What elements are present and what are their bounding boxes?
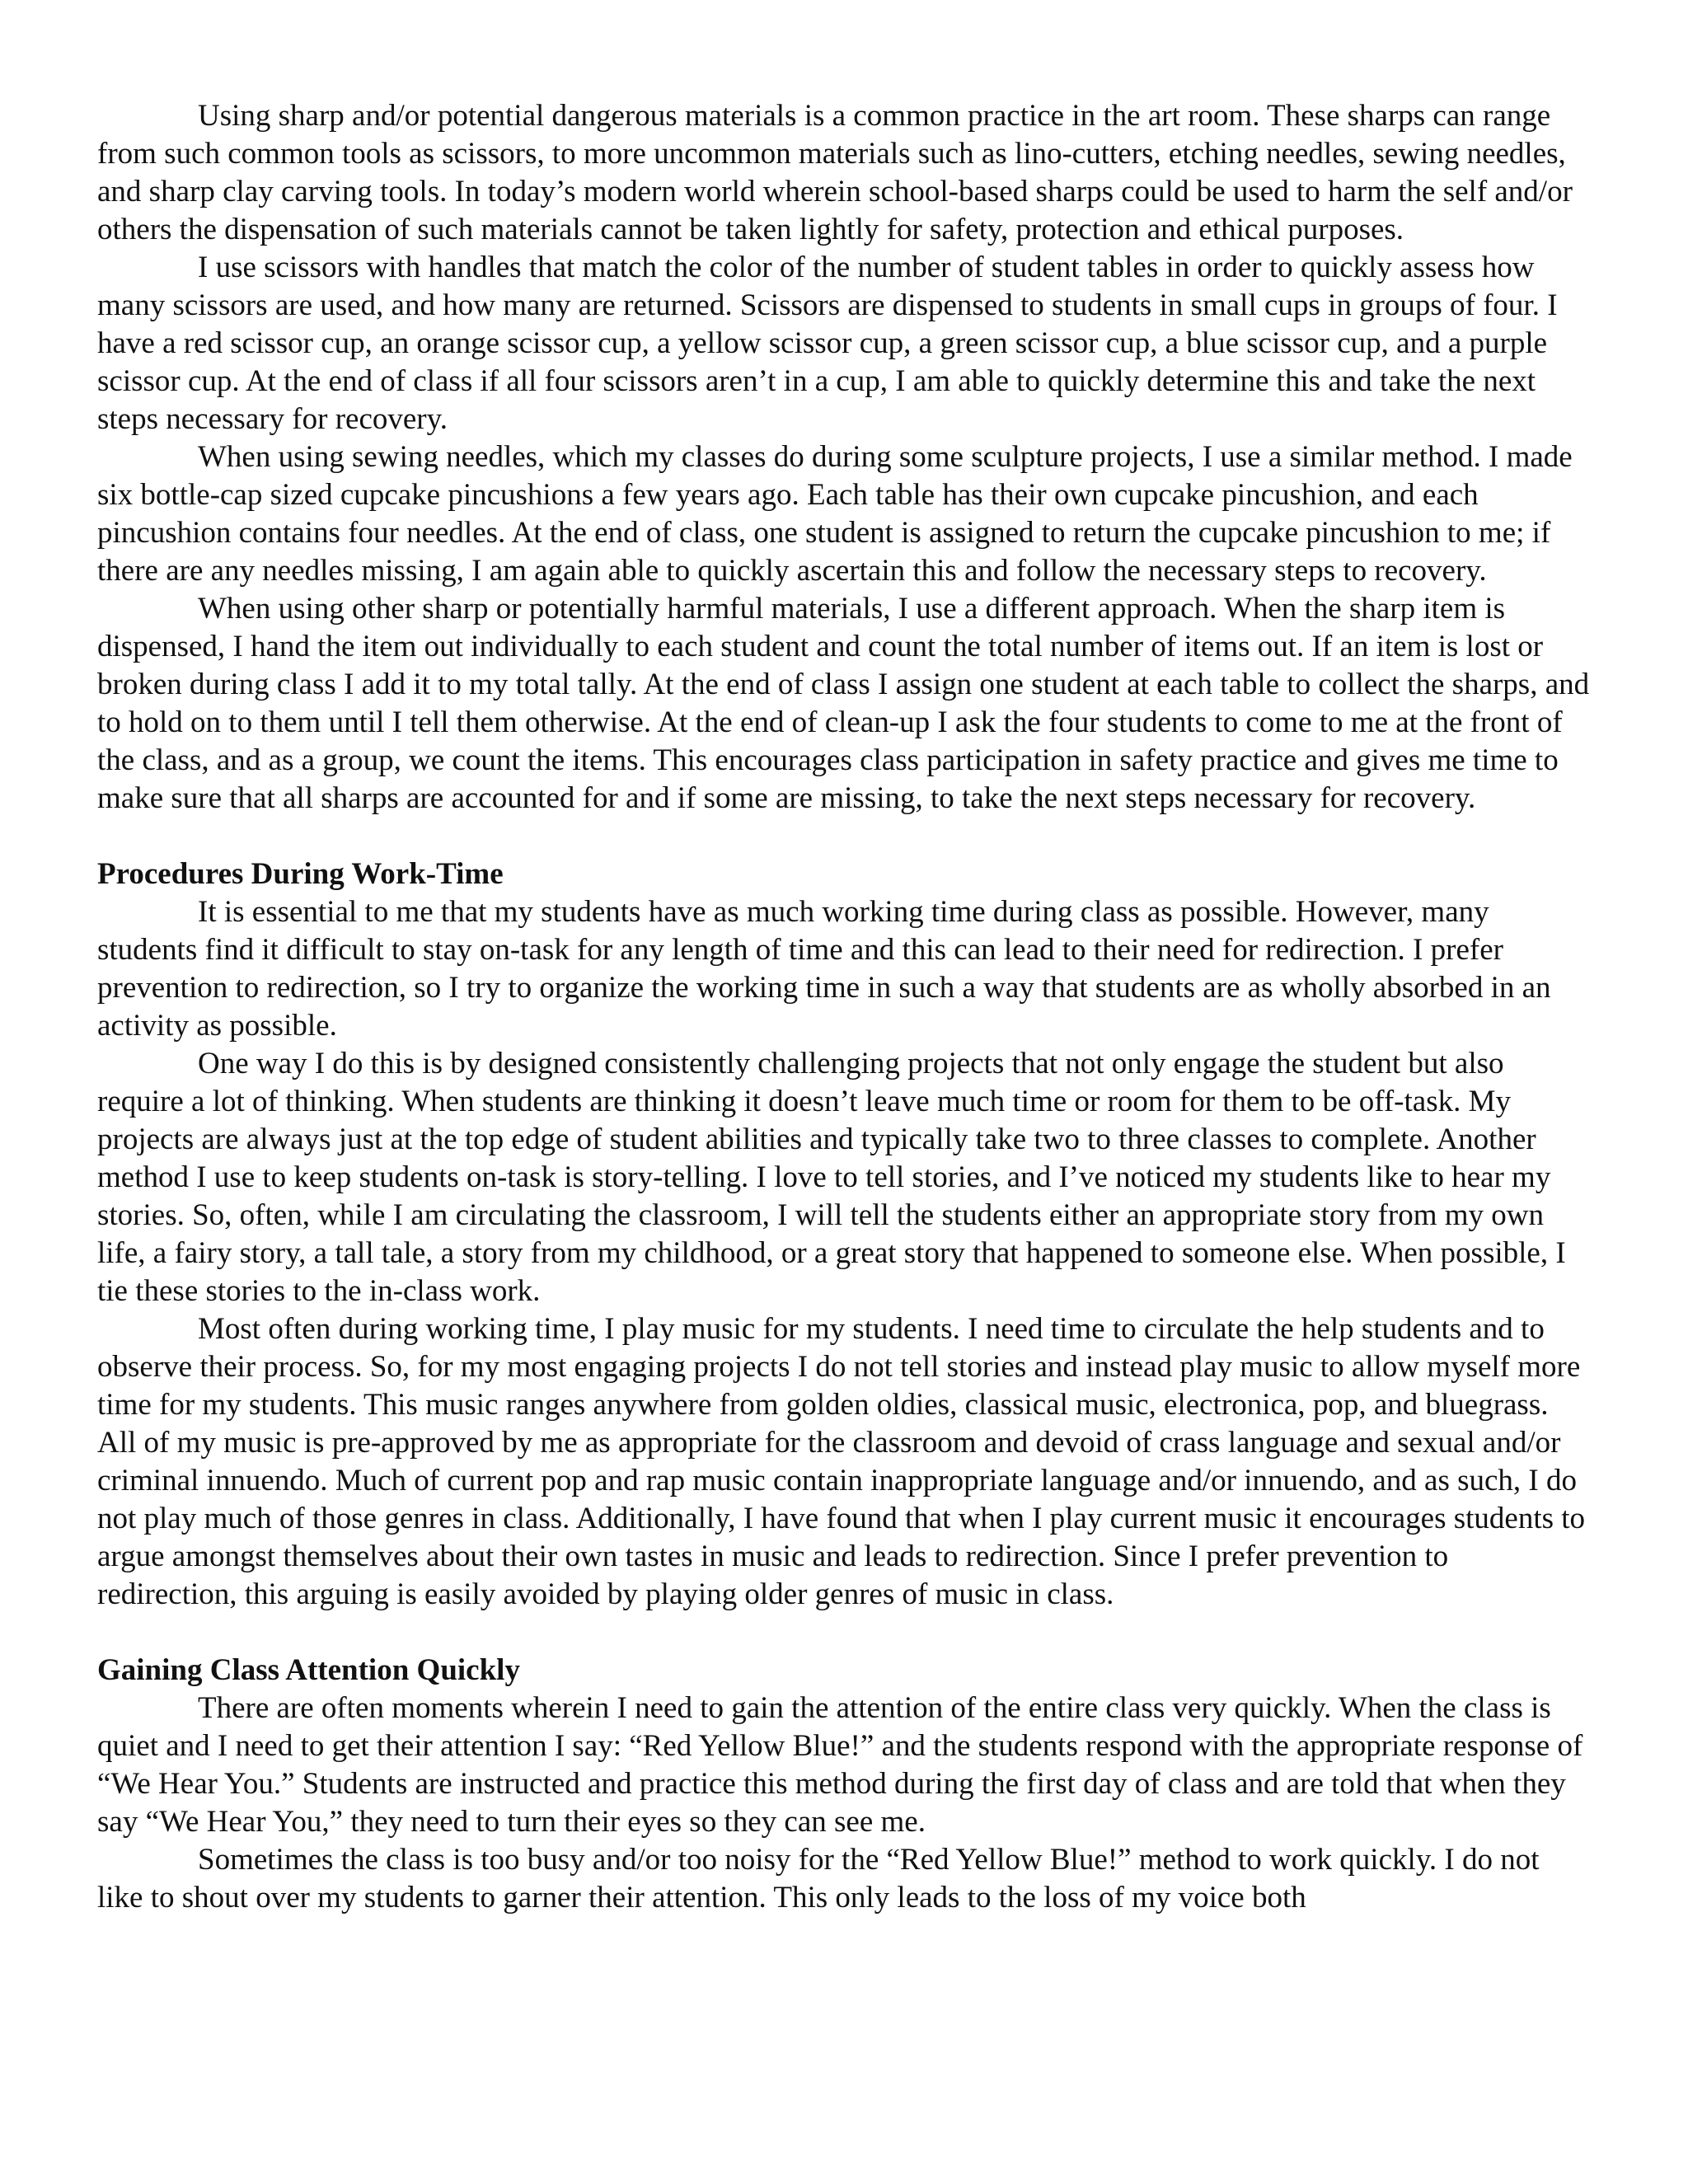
section-heading-class-attention: Gaining Class Attention Quickly (97, 1653, 520, 1687)
paragraph-music: Most often during working time, I play music for my students. I need time to circulate the help students and to observe their process. So, for my most engaging projects I do not tell stories and instead play music to allow myself more time for my students. This music ranges anywhere from golden oldies, classical music, electronica, pop, and bluegrass. All of my music is pre-approved by me as appropriate for the classroom and devoid of crass language and sexual and/or criminal innuendo. Much of current pop and rap music contain inappropriate language and/or innuendo, and as such, I do not play much of those genres in class. Additionally, I have found that when I play current music it encourages students to argue amongst themselves about their own tastes in music and leads to redirection. Since I prefer prevention to redirection, this arguing is easily avoided by playing older genres of music in class. (97, 1312, 1586, 1611)
section-heading-work-time: Procedures During Work-Time (97, 857, 504, 891)
paragraph-working-time: It is essential to me that my students have as much working time during class as possible. However, many students find it difficult to stay on-task for any length of time and this can lead to their need for redirection. I prefer prevention to redirection, so I try to organize the working time in such a way that students are as wholly absorbed in an activity as possible. (97, 895, 1551, 1043)
paragraph-sewing-needles: When using sewing needles, which my classes do during some sculpture projects, I use a similar method. I made six bottle-cap sized cupcake pincushions a few years ago. Each table has their own cupcake pincushion, and each pincushion contains four needles. At the end of class, one student is assigned to return the cupcake pincushion to me; if there are any needles missing, I am again able to quickly ascertain this and follow the necessary steps to recovery. (97, 440, 1573, 588)
document-page (97, 97, 1591, 1917)
paragraph-noisy-class: Sometimes the class is too busy and/or too noisy for the “Red Yellow Blue!” method to work quickly. I do not like to shout over my students to garner their attention. This only leads to the loss of my voice both (97, 1843, 1540, 1915)
paragraph-other-sharps: When using other sharp or potentially harmful materials, I use a different approach. When the sharp item is dispensed, I hand the item out individually to each student and count the total number of items out. If an item is lost or broken during class I add it to my total tally. At the end of class I assign one student at each table to collect the sharps, and to hold on to them until I tell them otherwise. At the end of clean-up I ask the four students to come to me at the front of the class, and as a group, we count the items. This encourages class participation in safety practice and gives me time to make sure that all sharps are accounted for and if some are missing, to take the next steps necessary for recovery. (97, 592, 1590, 815)
paragraph-challenging-projects: One way I do this is by designed consistently challenging projects that not only engage the student but also require a lot of thinking. When students are thinking it doesn’t leave much time or room for them to be off-task. My projects are always just at the top edge of student abilities and typically take two to three classes to complete. Another method I use to keep students on-task is story-telling. I love to tell stories, and I’ve noticed my students like to hear my stories. So, often, while I am circulating the classroom, I will tell the students either an appropriate story from my own life, a fairy story, a tall tale, a story from my childhood, or a great story that happened to someone else. When possible, I tie these stories to the in-class work. (97, 1047, 1566, 1308)
paragraph-scissors: I use scissors with handles that match the color of the number of student tables in order to quickly assess how many scissors are used, and how many are returned. Scissors are dispensed to students in small cups in groups of four. I have a red scissor cup, an orange scissor cup, a yellow scissor cup, a green scissor cup, a blue scissor cup, and a purple scissor cup. At the end of class if all four scissors aren’t in a cup, I am able to quickly determine this and take the next steps necessary for recovery. (97, 251, 1558, 436)
intro-paragraph-sharps: Using sharp and/or potential dangerous materials is a common practice in the art room. These sharps can range from such common tools as scissors, to more uncommon materials such as lino-cutters, etching needles, sewing needles, and sharp clay carving tools. In today’s modern world wherein school-based sharps could be used to harm the self and/or others the dispensation of such materials cannot be taken lightly for safety, protection and ethical purposes. (97, 99, 1573, 246)
paragraph-red-yellow-blue: There are often moments wherein I need to gain the attention of the entire class very quickly. When the class is quiet and I need to get their attention I say: “Red Yellow Blue!” and the students respond with the appropriate response of “We Hear You.” Students are instructed and practice this method during the first day of class and are told that when they say “We Hear You,” they need to turn their eyes so they can see me. (97, 1691, 1583, 1839)
